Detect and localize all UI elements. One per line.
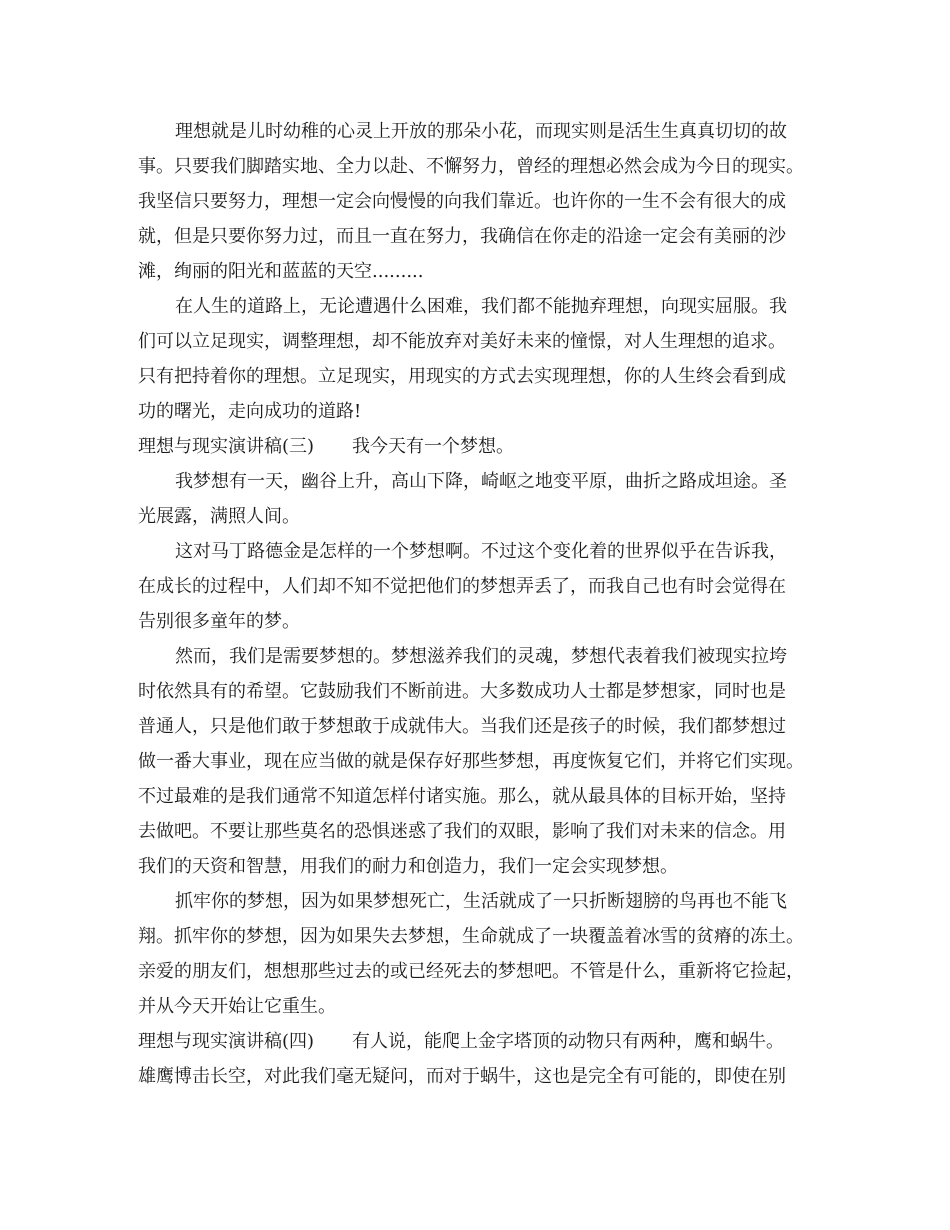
document-body [138, 114, 818, 1094]
text-line: 就，但是只要你努力过，而且一直在努力，我确信在你走的沿途一定会有美丽的沙 [138, 226, 786, 247]
text-line: 翔。抓牢你的梦想，因为如果失去梦想，生命就成了一块覆盖着冰雪的贫瘠的冻土。 [138, 926, 804, 947]
text-line: 做一番大事业，现在应当做的就是保存好那些梦想，再度恢复它们，并将它们实现。 [138, 751, 804, 772]
section-lead-text: 我今天有一个梦想。 [352, 436, 515, 457]
text-line: 不过最难的是我们通常不知道怎样付诸实施。那么，就从最具体的目标开始，坚持 [138, 786, 786, 807]
text-line: 滩，绚丽的阳光和蓝蓝的天空......... [138, 261, 424, 282]
text-line: 我梦想有一天，幽谷上升，高山下降，崎岖之地变平原，曲折之路成坦途。圣 [175, 471, 787, 492]
text-line: 理想就是儿时幼稚的心灵上开放的那朵小花，而现实则是活生生真真切切的故 [175, 121, 787, 142]
text-line: 们可以立足现实，调整理想，却不能放弃对美好未来的憧憬，对人生理想的追求。 [138, 331, 786, 352]
paragraph [138, 464, 818, 534]
text-block [138, 1059, 818, 1094]
text-line: 功的曙光，走向成功的道路! [138, 401, 362, 422]
text-line: 去做吧。不要让那些莫名的恐惧迷惑了我们的双眼，影响了我们对未来的信念。用 [138, 821, 786, 842]
section-lead-text: 有人说，能爬上金字塔顶的动物只有两种，鹰和蜗牛。 [352, 1031, 785, 1052]
text-line: 抓牢你的梦想，因为如果梦想死亡，生活就成了一只折断翅膀的鸟再也不能飞 [175, 891, 787, 912]
text-line: 这对马丁路德金是怎样的一个梦想啊。不过这个变化着的世界似乎在告诉我， [175, 541, 787, 562]
text-line: 我们的天资和智慧，用我们的耐力和创造力，我们一定会实现梦想。 [138, 856, 678, 877]
section-title: 理想与现实演讲稿(四) [138, 1031, 315, 1052]
text-line: 然而，我们是需要梦想的。梦想滋养我们的灵魂，梦想代表着我们被现实拉垮 [175, 646, 787, 667]
text-line: 在人生的道路上，无论遭遇什么困难，我们都不能抛弃理想，向现实屈服。我 [175, 296, 787, 317]
paragraph [138, 534, 818, 639]
section-heading [138, 429, 818, 464]
text-line: 我坚信只要努力，理想一定会向慢慢的向我们靠近。也许你的一生不会有很大的成 [138, 191, 786, 212]
paragraph [138, 289, 818, 429]
text-line: 光展露，满照人间。 [138, 506, 300, 527]
text-line: 并从今天开始让它重生。 [138, 996, 336, 1017]
paragraph [138, 884, 818, 1024]
text-line: 普通人，只是他们敢于梦想敢于成就伟大。当我们还是孩子的时候，我们都梦想过 [138, 716, 786, 737]
text-line: 亲爱的朋友们，想想那些过去的或已经死去的梦想吧。不管是什么，重新将它捡起， [138, 961, 804, 982]
paragraph [138, 114, 818, 289]
paragraph [138, 639, 818, 884]
text-line: 事。只要我们脚踏实地、全力以赴、不懈努力，曾经的理想必然会成为今日的现实。 [138, 156, 804, 177]
text-line: 时依然具有的希望。它鼓励我们不断前进。大多数成功人士都是梦想家，同时也是 [138, 681, 786, 702]
text-line: 在成长的过程中，人们却不知不觉把他们的梦想弄丢了，而我自己也有时会觉得在 [138, 576, 786, 597]
text-line: 告别很多童年的梦。 [138, 611, 300, 632]
section-heading [138, 1024, 818, 1059]
text-line: 雄鹰博击长空，对此我们毫无疑问，而对于蜗牛，这也是完全有可能的，即使在别 [138, 1066, 786, 1087]
text-line: 只有把持着你的理想。立足现实，用现实的方式去实现理想，你的人生终会看到成 [138, 366, 786, 387]
section-title: 理想与现实演讲稿(三) [138, 436, 315, 457]
